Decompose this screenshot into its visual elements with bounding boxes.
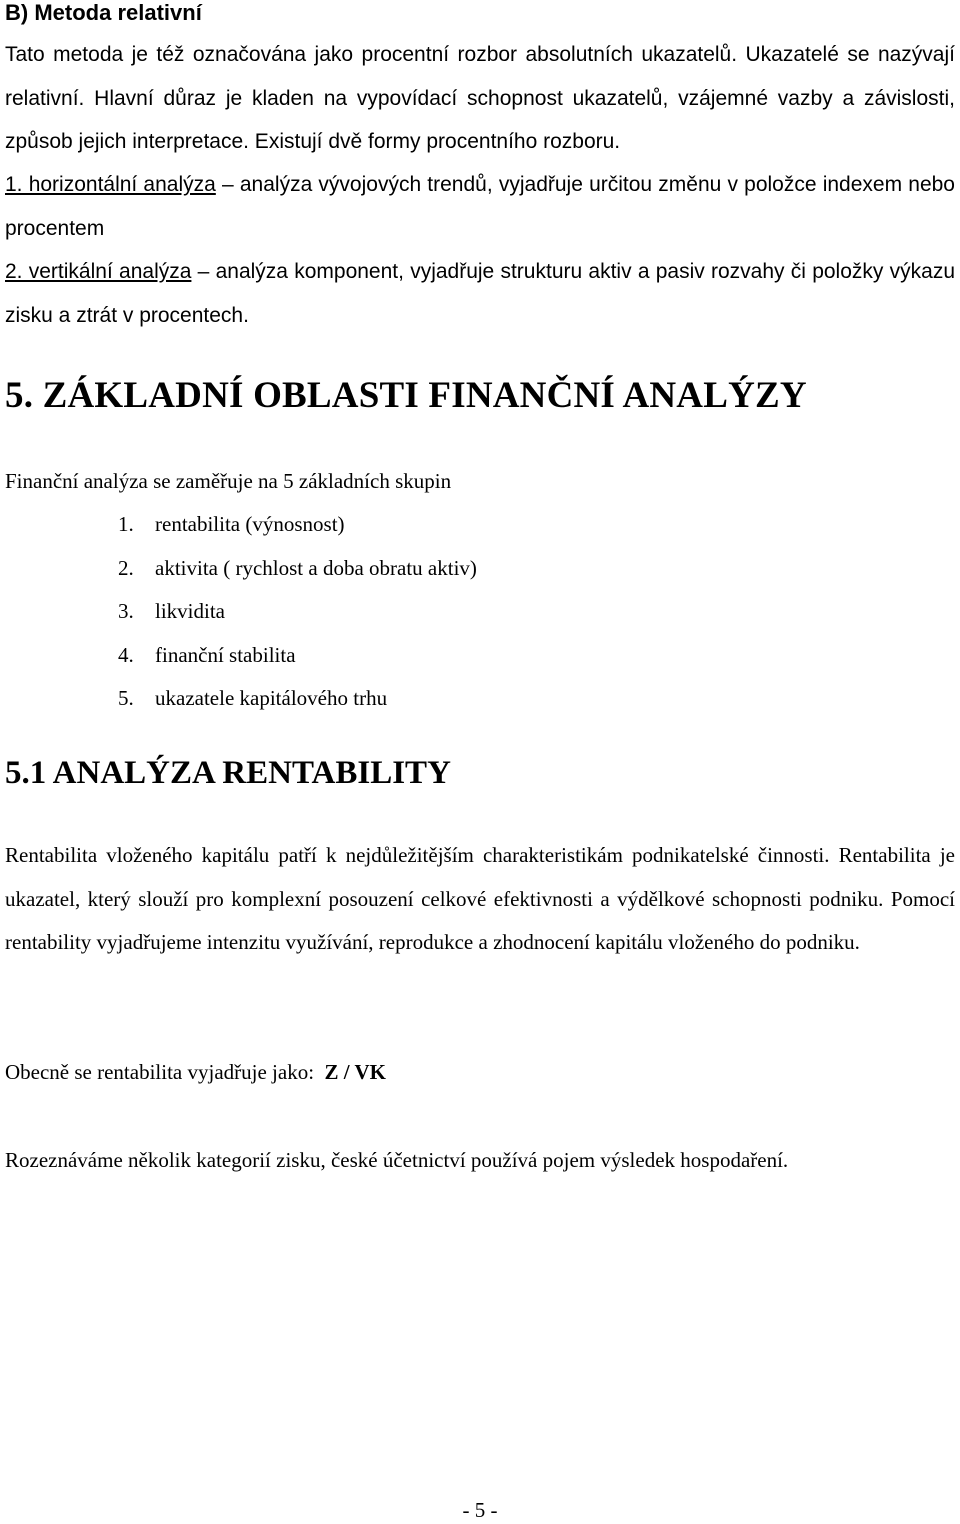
analysis-areas-list [118, 503, 477, 721]
formula-line [5, 1051, 955, 1095]
page-number: - 5 - [462, 1498, 498, 1522]
section-b-intro: Tato metoda je též označována jako procentní rozbor absolutních ukazatelů. Ukazatelé se nazývají relativní. Hlavní důraz je kladen na vypovídací schopnost ukazatelů, vzájemné vazby a závislosti, způsob jejich interpretace. Existují dvě formy procentního rozboru. [5, 43, 955, 153]
list-item: 4. finanční stabilita [118, 642, 296, 667]
rentability-paragraph: Rentabilita vloženého kapitálu patří k nejdůležitějším charakteristikám podnikatelské činnosti. Rentabilita je ukazatel, který slouží pro komplexní posouzení celkové efektivnosti a výdělkové schopnosti podniku. Pomocí rentability vyjadřujeme intenzitu využívání, reprodukce a zhodnocení kapitálu vloženého do podniku. [5, 843, 955, 954]
list-item: 2. aktivita ( rychlost a doba obratu aktiv) [118, 555, 477, 580]
form-vertical-term: 2. vertikální analýza [5, 260, 192, 283]
section-b-heading: B) Metoda relativní [5, 0, 202, 25]
form-horizontal-desc: analýza vývojových trendů, vyjadřuje určitou změnu v položce indexem nebo procentem [5, 173, 955, 240]
form-horizontal-term: 1. horizontální analýza [5, 173, 216, 196]
section-5-intro: Finanční analýza se zaměřuje na 5 základních skupin [5, 469, 452, 493]
form-vertical-desc: analýza komponent, vyjadřuje strukturu aktiv a pasiv rozvahy či položky výkazu zisku a ztrát v procentech. [5, 260, 955, 327]
form-horizontal-sep: – [215, 173, 240, 196]
list-item: 3. likvidita [118, 599, 225, 623]
formula: Z / VK [324, 1060, 387, 1084]
list-item: 1. rentabilita (výnosnost) [118, 512, 345, 536]
form-vertical-sep: – [191, 260, 216, 283]
section-5-title: 5. ZÁKLADNÍ OBLASTI FINANČNÍ ANALÝZY [5, 375, 807, 416]
formula-label: Obecně se rentabilita vyjadřuje jako: [5, 1060, 315, 1084]
profit-categories: Rozeznáváme několik kategorií zisku, české účetnictví používá pojem výsledek hospodaření. [5, 1148, 789, 1172]
form-vertical [5, 250, 955, 337]
form-horizontal [5, 163, 955, 250]
section-5-1-title: 5.1 ANALÝZA RENTABILITY [5, 755, 451, 791]
list-item: 5. ukazatele kapitálového trhu [118, 686, 388, 710]
